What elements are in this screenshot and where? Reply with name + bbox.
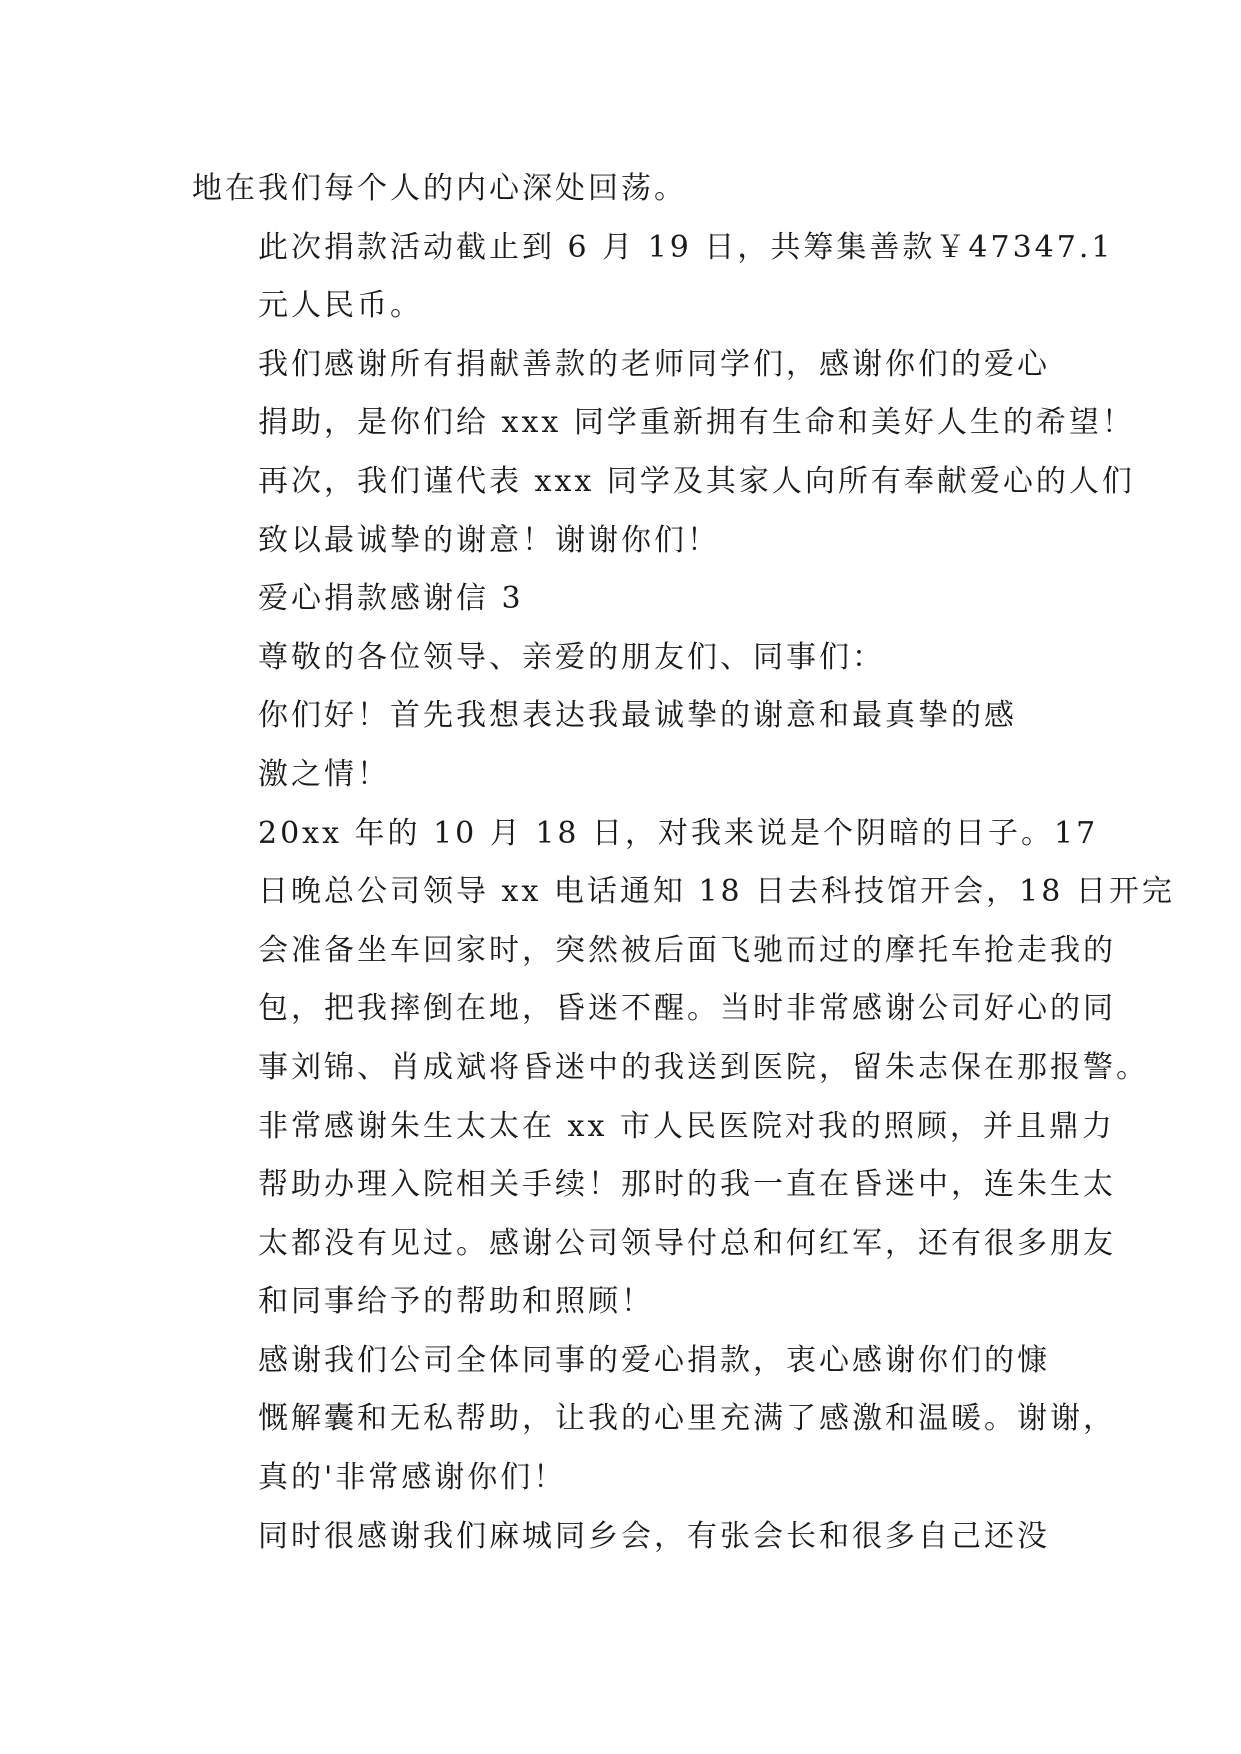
text-line: 尊敬的各位领导、亲爱的朋友们、同事们：	[258, 639, 885, 675]
document-body	[192, 160, 1175, 1566]
text-line: 非常感谢朱生太太在 xx 市人民医院对我的照顾，并且鼎力	[258, 1108, 1115, 1144]
text-line: 20xx 年的 10 月 18 日，对我来说是个阴暗的日子。17	[258, 815, 1099, 851]
text-line: 感谢我们公司全体同事的爱心捐款，衷心感谢你们的慷	[258, 1342, 1050, 1378]
text-line: 日晚总公司领导 xx 电话通知 18 日去科技馆开会，18 日开完	[258, 874, 1175, 910]
paragraph-p7	[192, 805, 1175, 1332]
text-line: 太都没有见过。感谢公司领导付总和何红军，还有很多朋友	[258, 1225, 1116, 1261]
text-line: 同时很感谢我们麻城同乡会，有张会长和很多自己还没	[258, 1518, 1050, 1554]
text-line: 和同事给予的帮助和照顾！	[258, 1284, 654, 1320]
paragraph-p8	[192, 1332, 1116, 1508]
text-line: 元人民币。	[258, 288, 423, 324]
paragraph-p5	[192, 629, 1052, 688]
text-line: 会准备坐车回家时，突然被后面飞驰而过的摩托车抢走我的	[258, 932, 1116, 968]
text-line: 捐助，是你们给 xxx 同学重新拥有生命和美好人生的希望！	[258, 405, 1135, 441]
paragraph-p1	[192, 160, 1052, 219]
text-line: 事刘锦、肖成斌将昏迷中的我送到医院，留朱志保在那报警。	[258, 1049, 1149, 1085]
text-line: 地在我们每个人的内心深处回荡。	[192, 171, 687, 206]
paragraph-p6	[192, 687, 1052, 804]
paragraph-p9	[192, 1508, 1052, 1567]
paragraph-p3	[192, 336, 1135, 570]
text-line: 我们感谢所有捐献善款的老师同学们，感谢你们的爱心	[258, 346, 1050, 382]
text-line: 慨解囊和无私帮助，让我的心里充满了感激和温暖。谢谢，	[258, 1401, 1116, 1437]
paragraph-p2	[192, 219, 1114, 336]
text-line: 致以最诚挚的谢意！谢谢你们！	[258, 522, 720, 558]
text-line: 真的'非常感谢你们！	[258, 1460, 567, 1496]
text-line: 你们好！首先我想表达我最诚挚的谢意和最真挚的感	[258, 698, 1017, 734]
paragraph-p4	[192, 570, 1052, 629]
text-line: 再次，我们谨代表 xxx 同学及其家人向所有奉献爱心的人们	[258, 463, 1135, 499]
text-line: 激之情！	[258, 756, 390, 792]
text-line: 爱心捐款感谢信 3	[258, 581, 524, 617]
text-line: 帮助办理入院相关手续！那时的我一直在昏迷中，连朱生太	[258, 1167, 1116, 1203]
text-line: 此次捐款活动截止到 6 月 19 日，共筹集善款￥47347.1	[258, 229, 1114, 265]
text-line: 包，把我摔倒在地，昏迷不醒。当时非常感谢公司好心的同	[258, 991, 1116, 1027]
